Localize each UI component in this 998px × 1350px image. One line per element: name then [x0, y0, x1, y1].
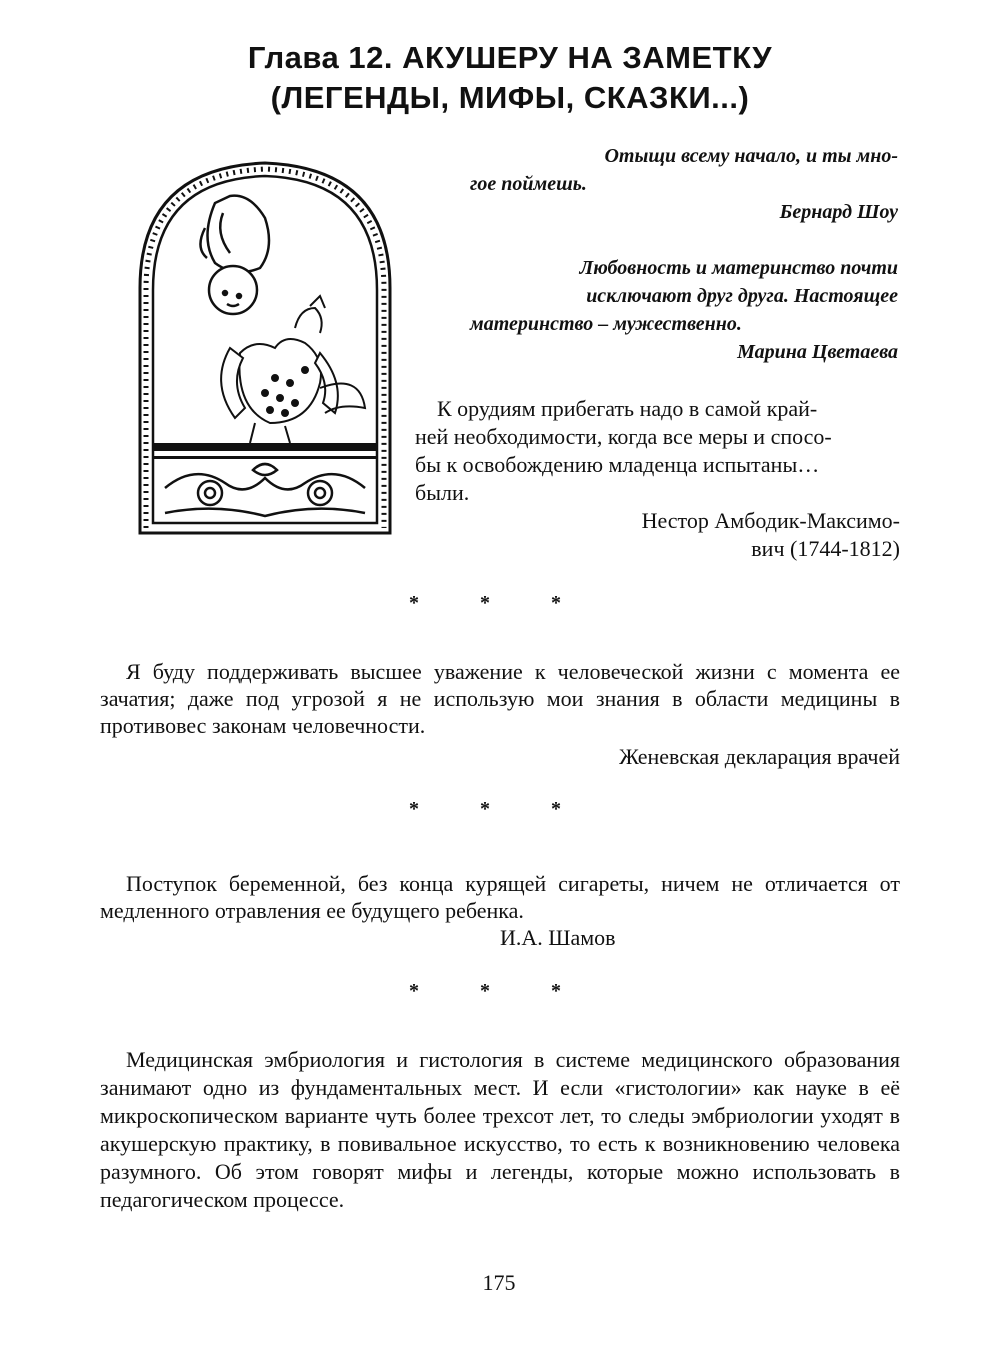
- epigraph-author: Бернард Шоу: [779, 201, 898, 223]
- epigraph-author: Марина Цветаева: [737, 341, 898, 363]
- geneva-declaration-quote: Я буду поддерживать высшее уважение к человеческой жизни с момента ее зачатия; даже под угрозой я не использую мои знания в области медицины в противовес законам человечности.: [100, 659, 900, 738]
- epigraph-line: были.: [415, 480, 470, 505]
- page-number: 175: [482, 1270, 516, 1295]
- epigraph-line: бы к освобождению младенца испытаны…: [415, 452, 820, 477]
- epigraph-line: исключают друг друга. Настоящее: [586, 285, 898, 307]
- epigraph-ambodik: [415, 395, 900, 563]
- body-paragraph: Медицинская эмбриология и гистология в системе медицинского образования занимают одно из фундаментальных мест. И если «гистологии» как науке в её микроскопическом варианте чуть более трехсот лет, то следы эмбриологии уходят в акушерскую практику, в повивальное искусство, то есть к возникновению человека разумного. Об этом говорят мифы и легенды, которые можно использовать в педагогическом процессе.: [100, 1047, 900, 1212]
- quote-author: И.А. Шамов: [500, 925, 616, 950]
- chapter-title-line1: Глава 12. АКУШЕРУ НА ЗАМЕТКУ: [247, 40, 773, 75]
- epigraph-line: Отыщи всему начало, и ты мно-: [604, 145, 898, 167]
- section-separator: * * *: [409, 798, 589, 820]
- epigraph-line: материнство – мужественно.: [470, 313, 742, 335]
- section-separator: * * *: [409, 980, 589, 1002]
- epigraph-line: гое поймешь.: [470, 173, 587, 195]
- folk-art-illustration: [135, 158, 395, 538]
- smoking-quote: Поступок беременной, без конца курящей сигареты, ничем не отличается от медленного отравления ее будущего ребенка.: [100, 871, 900, 923]
- quote-author: Женевская декларация врачей: [619, 744, 900, 769]
- section-separator: * * *: [409, 592, 589, 614]
- chapter-title-line2: (ЛЕГЕНДЫ, МИФЫ, СКАЗКИ...): [270, 80, 750, 115]
- epigraph-author: вич (1744-1812): [751, 536, 900, 561]
- epigraph-line: ней необходимости, когда все меры и спосо-: [415, 424, 832, 449]
- epigraph-line: К орудиям прибегать надо в самой край-: [437, 396, 818, 421]
- epigraph-shaw: [470, 142, 898, 226]
- epigraph-line: Любовность и материнство почти: [579, 257, 898, 279]
- folk-art-arch-baby-rooster-icon: [135, 158, 395, 538]
- epigraph-author: Нестор Амбодик-Максимо-: [641, 508, 900, 533]
- epigraph-tsvetaeva: [470, 254, 898, 366]
